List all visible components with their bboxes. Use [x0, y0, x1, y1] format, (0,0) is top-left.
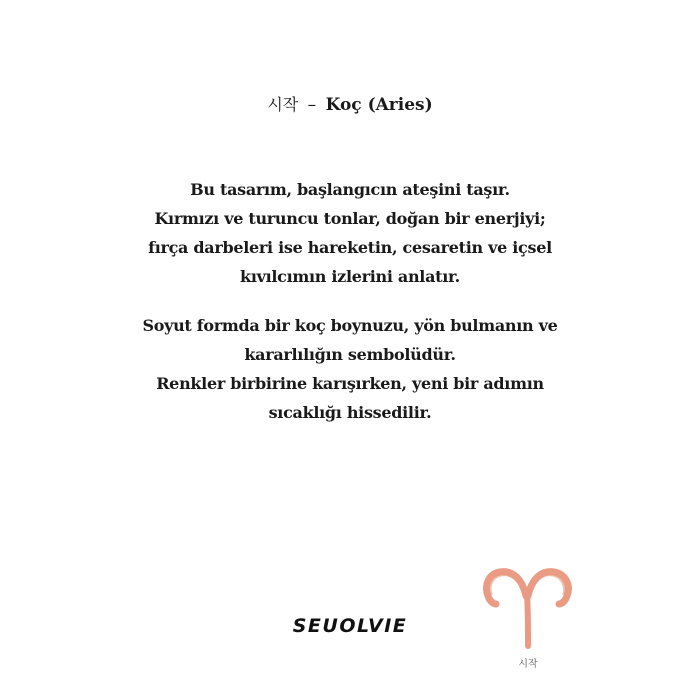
title-korean: 시작	[267, 95, 299, 114]
paragraph-2	[0, 311, 700, 427]
aries-caption: 시작	[518, 659, 538, 670]
paragraph-line: Kırmızı ve turuncu tonlar, doğan bir enerjiyi;	[154, 209, 546, 228]
paragraph-line: kararlılığın sembolüdür.	[244, 345, 456, 364]
paragraph-line: Bu tasarım, başlangıcın ateşini taşır.	[190, 180, 510, 199]
aries-brushstroke-icon	[478, 560, 578, 652]
paragraph-1	[0, 175, 700, 291]
paragraph-line: fırça darbeleri ise hareketin, cesaretin ve içsel	[148, 238, 552, 257]
paragraph-line: kıvılcımın izlerini anlatır.	[240, 267, 460, 286]
paragraph-line: sıcaklığı hissedilir.	[268, 403, 432, 422]
page-title	[0, 93, 700, 117]
paragraph-line: Soyut formda bir koç boynuzu, yön bulmanın ve	[142, 316, 558, 335]
title-separator: –	[307, 95, 317, 115]
brand-logo: SEUOLVIE	[292, 615, 408, 637]
paragraph-line: Renkler birbirine karışırken, yeni bir adımın	[156, 374, 544, 393]
title-english: Koç (Aries)	[325, 95, 433, 115]
